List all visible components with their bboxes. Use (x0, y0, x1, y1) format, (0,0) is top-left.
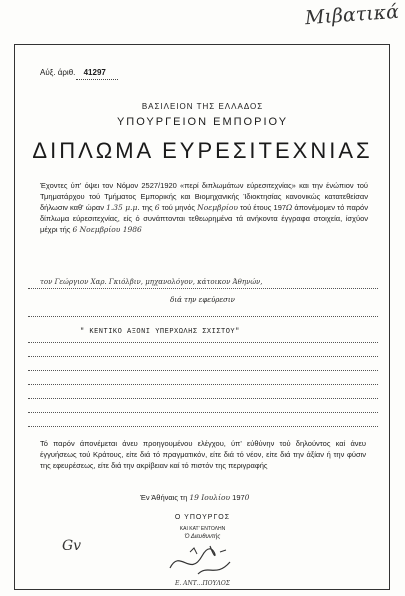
kingdom-heading: ΒΑΣΙΛΕΙΟΝ ΤΗΣ ΕΛΛΑΔΟΣ (141, 102, 264, 111)
body-text-5: άπονέμομεν τό παρόν δίπλωμα εύρεσιτεχνίας, είς ό συνάπτονται τεθεωρημένα τά ανήκοντα έγγραφα στοιχεία, ίσχύον μέχρι τής (40, 203, 368, 234)
filing-year-digit: Ω (286, 203, 293, 212)
minister-title: Ο ΥΠΟΥΡΓΟΣ (174, 514, 231, 521)
date-year-prefix: 197 (232, 493, 245, 502)
dotted-rule (28, 316, 378, 317)
registration-underline (76, 79, 118, 80)
dotted-rule (28, 398, 378, 399)
signature-scribble-icon (150, 538, 260, 582)
body-text-2: της (141, 203, 153, 212)
date-year-digit: 0 (244, 493, 250, 502)
issue-date (140, 493, 249, 502)
validity-date: 6 Νοεμβρίου 1986 (72, 225, 142, 234)
diploma-title: ΔΙΠΛΩΜΑ ΕΥΡΕΣΙΤΕΧΝΙΑΣ (32, 138, 373, 163)
filing-day: 6 (154, 203, 160, 212)
dotted-rule (28, 370, 378, 371)
date-day-month: 19 Ιουλίου (189, 493, 231, 502)
dotted-rule (28, 384, 378, 385)
ministry-heading: ΥΠΟΥΡΓΕΙΟΝ ΕΜΠΟΡΙΟΥ (116, 116, 289, 128)
holder-line: τον Γεώργιον Χαρ. Γκιόλβιν, μηχανολόγον, κάτοικον Άθηνών, (40, 278, 263, 286)
body-paragraph (40, 180, 368, 235)
body-text-4: τού έτους 197 (240, 203, 287, 212)
handwritten-initial: Gv (62, 538, 82, 554)
body-text-1: Έχοντες ύπ' όψει τον Νόμον 2527/1920 «περί διπλωμάτων εύρεσιτεχνίας» και την ένώπιον τού Τμηματάρχου τού Τμήματος Εμπορικής και Βιομηχανικής Ίδιοκτησίας κανονικώς κατατεθείσαν δήλωσιν καθ' ώραν (40, 181, 368, 212)
signatory-name: Ε. ΑΝΤ...ΠΟΥΛΟΣ (174, 580, 231, 587)
dotted-rule (28, 288, 378, 289)
dotted-rule (28, 426, 378, 427)
dotted-rule (28, 356, 378, 357)
disclaimer-paragraph: Τό παρόν άπονέμεται άνευ προηγουμένου ελέγχου, ύπ' εύθύνην τού δηλούντος καί άνευ έγγυήσεως τού Κράτους, είτε διά τό πραγματικόν, είτε διά τό νέον, είτε διά την άξίαν ή την φύσιν της εφευρέσεως, είτε διά την ακρίβειαν καί τό πιστόν της περιγραφής (40, 439, 366, 470)
registration-label: Αύξ. άριθ. (40, 68, 76, 77)
filing-month: Νοεμβρίου (197, 203, 238, 212)
registration-value: 41297 (83, 68, 106, 77)
invention-prefix: διά την εφεύρεσιν (170, 296, 235, 304)
body-text-3: τού μηνός (161, 203, 196, 212)
invention-title: " ΚΕΝΤΙΚΟ ΑΞΟΝΙ ΥΠΕΡΧΩΛΗΣ ΣΧΙΣΤΟΥ" (80, 328, 240, 336)
dotted-rule (28, 342, 378, 343)
minister-sub: ΚΑΙ ΚΑΤ' ΕΝΤΟΛΗΝ (179, 526, 226, 532)
dotted-rule (28, 412, 378, 413)
filing-time: 1.35 μ.μ. (106, 203, 140, 212)
registration-number (40, 68, 106, 77)
date-prefix: Έν Άθήναις τη (140, 493, 188, 502)
handwritten-corner-note: Μιβατικά (304, 0, 400, 30)
director-role: Ό Διευθυντής (184, 534, 221, 540)
